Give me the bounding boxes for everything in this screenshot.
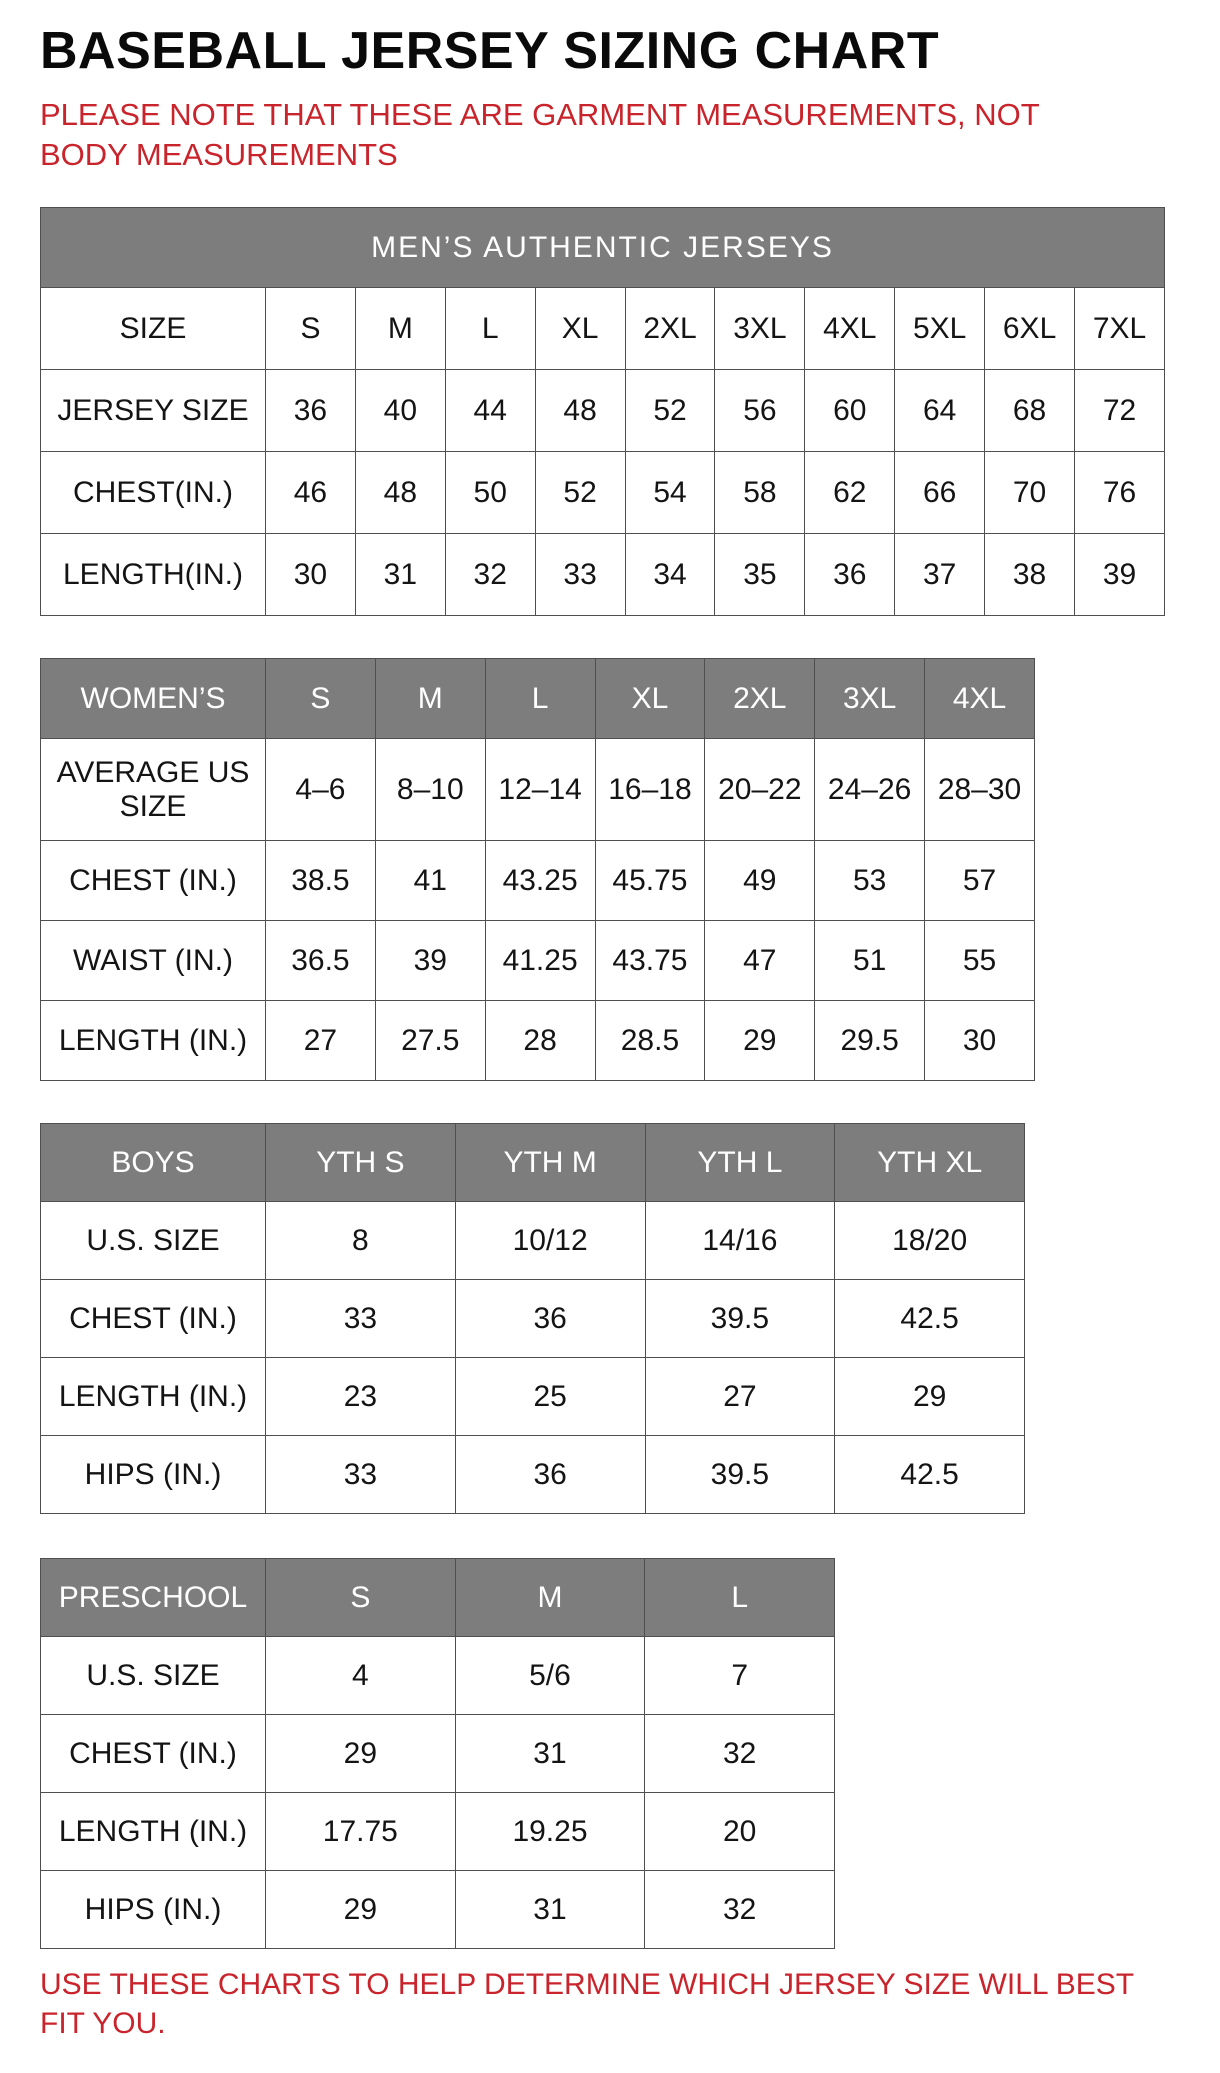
measurement-cell: 29.5: [815, 1001, 925, 1081]
measurement-cell: 64: [895, 370, 985, 452]
measurement-cell: 27: [266, 1001, 376, 1081]
row-label: U.S. SIZE: [41, 1202, 266, 1280]
measurement-cell: 30: [925, 1001, 1035, 1081]
measurement-cell: 58: [715, 452, 805, 534]
preschool-header-row: [41, 1559, 835, 1637]
page-title: BASEBALL JERSEY SIZING CHART: [40, 22, 940, 80]
table-row: [41, 1637, 835, 1715]
measurement-cell: 66: [895, 452, 985, 534]
preschool-size-column-header: S: [266, 1559, 456, 1637]
measurement-cell: 28–30: [925, 739, 1035, 841]
measurement-cell: 32: [645, 1715, 835, 1793]
boys-header-label: BOYS: [41, 1124, 266, 1202]
row-label: LENGTH (IN.): [41, 1793, 266, 1871]
measurement-cell: 39: [375, 921, 485, 1001]
measurement-cell: 8–10: [375, 739, 485, 841]
womens-size-column-header: S: [266, 659, 376, 739]
womens-size-column-header: 2XL: [705, 659, 815, 739]
measurement-cell: 42.5: [835, 1436, 1025, 1514]
preschool-size-column-header: L: [645, 1559, 835, 1637]
boys-size-column-header: YTH XL: [835, 1124, 1025, 1202]
table-row: [41, 370, 1165, 452]
table-row: [41, 1202, 1025, 1280]
boys-header-row: [41, 1124, 1025, 1202]
measurement-cell: 29: [266, 1871, 456, 1949]
measurement-cell: 41: [375, 841, 485, 921]
table-row: [41, 1715, 835, 1793]
measurement-cell: 60: [805, 370, 895, 452]
mens-header-row: [41, 288, 1165, 370]
mens-size-column-header: L: [445, 288, 535, 370]
row-label: CHEST(IN.): [41, 452, 266, 534]
table-row: [41, 1358, 1025, 1436]
measurement-cell: 37: [895, 534, 985, 616]
measurement-cell: 56: [715, 370, 805, 452]
table-row: [41, 1280, 1025, 1358]
womens-sizing-table: [40, 658, 1035, 1081]
measurement-cell: 39.5: [645, 1280, 835, 1358]
mens-size-column-header: S: [266, 288, 356, 370]
mens-size-column-header: 5XL: [895, 288, 985, 370]
measurement-cell: 57: [925, 841, 1035, 921]
measurement-cell: 5/6: [455, 1637, 645, 1715]
measurement-cell: 14/16: [645, 1202, 835, 1280]
measurement-cell: 20: [645, 1793, 835, 1871]
measurement-cell: 19.25: [455, 1793, 645, 1871]
measurement-cell: 17.75: [266, 1793, 456, 1871]
mens-size-column-header: M: [355, 288, 445, 370]
measurement-cell: 29: [705, 1001, 815, 1081]
measurement-cell: 45.75: [595, 841, 705, 921]
measurement-cell: 12–14: [485, 739, 595, 841]
womens-header-row: [41, 659, 1035, 739]
boys-size-column-header: YTH M: [455, 1124, 645, 1202]
measurement-cell: 43.25: [485, 841, 595, 921]
table-row: [41, 1001, 1035, 1081]
measurement-cell: 4–6: [266, 739, 376, 841]
preschool-size-column-header: M: [455, 1559, 645, 1637]
measurement-cell: 54: [625, 452, 715, 534]
measurement-cell: 48: [355, 452, 445, 534]
row-label: AVERAGE US SIZE: [41, 739, 266, 841]
row-label: LENGTH(IN.): [41, 534, 266, 616]
measurement-cell: 33: [266, 1436, 456, 1514]
row-label: U.S. SIZE: [41, 1637, 266, 1715]
boys-size-column-header: YTH S: [266, 1124, 456, 1202]
row-label: LENGTH (IN.): [41, 1001, 266, 1081]
measurement-cell: 7: [645, 1637, 835, 1715]
table-row: [41, 1793, 835, 1871]
measurement-cell: 70: [985, 452, 1075, 534]
measurement-cell: 68: [985, 370, 1075, 452]
table-row: [41, 452, 1165, 534]
mens-size-column-header: 3XL: [715, 288, 805, 370]
measurement-cell: 24–26: [815, 739, 925, 841]
measurement-cell: 31: [455, 1715, 645, 1793]
measurement-cell: 36: [455, 1436, 645, 1514]
measurement-cell: 35: [715, 534, 805, 616]
row-label: HIPS (IN.): [41, 1871, 266, 1949]
measurement-cell: 49: [705, 841, 815, 921]
measurement-cell: 39.5: [645, 1436, 835, 1514]
measurement-cell: 36.5: [266, 921, 376, 1001]
measurement-cell: 28: [485, 1001, 595, 1081]
preschool-sizing-table: [40, 1558, 835, 1949]
footer-note: USE THESE CHARTS TO HELP DETERMINE WHICH JERSEY SIZE WILL BEST FIT YOU.: [40, 1968, 1134, 2041]
measurement-cell: 62: [805, 452, 895, 534]
measurement-cell: 36: [266, 370, 356, 452]
measurement-cell: 34: [625, 534, 715, 616]
table-row: [41, 739, 1035, 841]
boys-size-column-header: YTH L: [645, 1124, 835, 1202]
measurement-cell: 36: [455, 1280, 645, 1358]
preschool-header-label: PRESCHOOL: [41, 1559, 266, 1637]
measurement-cell: 16–18: [595, 739, 705, 841]
measurement-cell: 55: [925, 921, 1035, 1001]
measurement-cell: 51: [815, 921, 925, 1001]
table-row: [41, 1436, 1025, 1514]
measurement-cell: 33: [535, 534, 625, 616]
measurement-cell: 30: [266, 534, 356, 616]
measurement-cell: 46: [266, 452, 356, 534]
measurement-cell: 10/12: [455, 1202, 645, 1280]
womens-size-column-header: 4XL: [925, 659, 1035, 739]
measurement-cell: 18/20: [835, 1202, 1025, 1280]
measurement-cell: 76: [1075, 452, 1165, 534]
measurement-cell: 38: [985, 534, 1075, 616]
measurement-cell: 47: [705, 921, 815, 1001]
measurement-cell: 31: [455, 1871, 645, 1949]
mens-size-column-header: XL: [535, 288, 625, 370]
measurement-cell: 52: [535, 452, 625, 534]
womens-size-column-header: 3XL: [815, 659, 925, 739]
measurement-cell: 8: [266, 1202, 456, 1280]
measurement-cell: 27.5: [375, 1001, 485, 1081]
measurement-cell: 23: [266, 1358, 456, 1436]
mens-banner: MEN’S AUTHENTIC JERSEYS: [41, 208, 1165, 288]
row-label: WAIST (IN.): [41, 921, 266, 1001]
womens-size-column-header: L: [485, 659, 595, 739]
measurement-cell: 29: [835, 1358, 1025, 1436]
measurement-cell: 43.75: [595, 921, 705, 1001]
garment-measurement-note: PLEASE NOTE THAT THESE ARE GARMENT MEASUREMENTS, NOT BODY MEASUREMENTS: [40, 96, 1040, 172]
measurement-cell: 25: [455, 1358, 645, 1436]
mens-banner-row: [41, 208, 1165, 288]
measurement-cell: 33: [266, 1280, 456, 1358]
mens-size-column-header: 2XL: [625, 288, 715, 370]
measurement-cell: 41.25: [485, 921, 595, 1001]
measurement-cell: 42.5: [835, 1280, 1025, 1358]
womens-size-column-header: XL: [595, 659, 705, 739]
measurement-cell: 4: [266, 1637, 456, 1715]
row-label: CHEST (IN.): [41, 841, 266, 921]
boys-sizing-table: [40, 1123, 1025, 1514]
table-row: [41, 1871, 835, 1949]
mens-size-column-header: 7XL: [1075, 288, 1165, 370]
row-label: CHEST (IN.): [41, 1715, 266, 1793]
measurement-cell: 53: [815, 841, 925, 921]
measurement-cell: 32: [645, 1871, 835, 1949]
measurement-cell: 31: [355, 534, 445, 616]
womens-size-column-header: M: [375, 659, 485, 739]
measurement-cell: 40: [355, 370, 445, 452]
mens-authentic-jerseys-table: [40, 207, 1165, 616]
table-row: [41, 841, 1035, 921]
measurement-cell: 28.5: [595, 1001, 705, 1081]
measurement-cell: 50: [445, 452, 535, 534]
measurement-cell: 39: [1075, 534, 1165, 616]
row-label: HIPS (IN.): [41, 1436, 266, 1514]
row-label: JERSEY SIZE: [41, 370, 266, 452]
row-label: CHEST (IN.): [41, 1280, 266, 1358]
mens-header-label: SIZE: [41, 288, 266, 370]
row-label: LENGTH (IN.): [41, 1358, 266, 1436]
table-row: [41, 534, 1165, 616]
measurement-cell: 20–22: [705, 739, 815, 841]
measurement-cell: 27: [645, 1358, 835, 1436]
measurement-cell: 44: [445, 370, 535, 452]
measurement-cell: 32: [445, 534, 535, 616]
mens-size-column-header: 6XL: [985, 288, 1075, 370]
measurement-cell: 29: [266, 1715, 456, 1793]
measurement-cell: 48: [535, 370, 625, 452]
measurement-cell: 72: [1075, 370, 1165, 452]
measurement-cell: 36: [805, 534, 895, 616]
table-row: [41, 921, 1035, 1001]
measurement-cell: 52: [625, 370, 715, 452]
measurement-cell: 38.5: [266, 841, 376, 921]
mens-size-column-header: 4XL: [805, 288, 895, 370]
womens-header-label: WOMEN’S: [41, 659, 266, 739]
